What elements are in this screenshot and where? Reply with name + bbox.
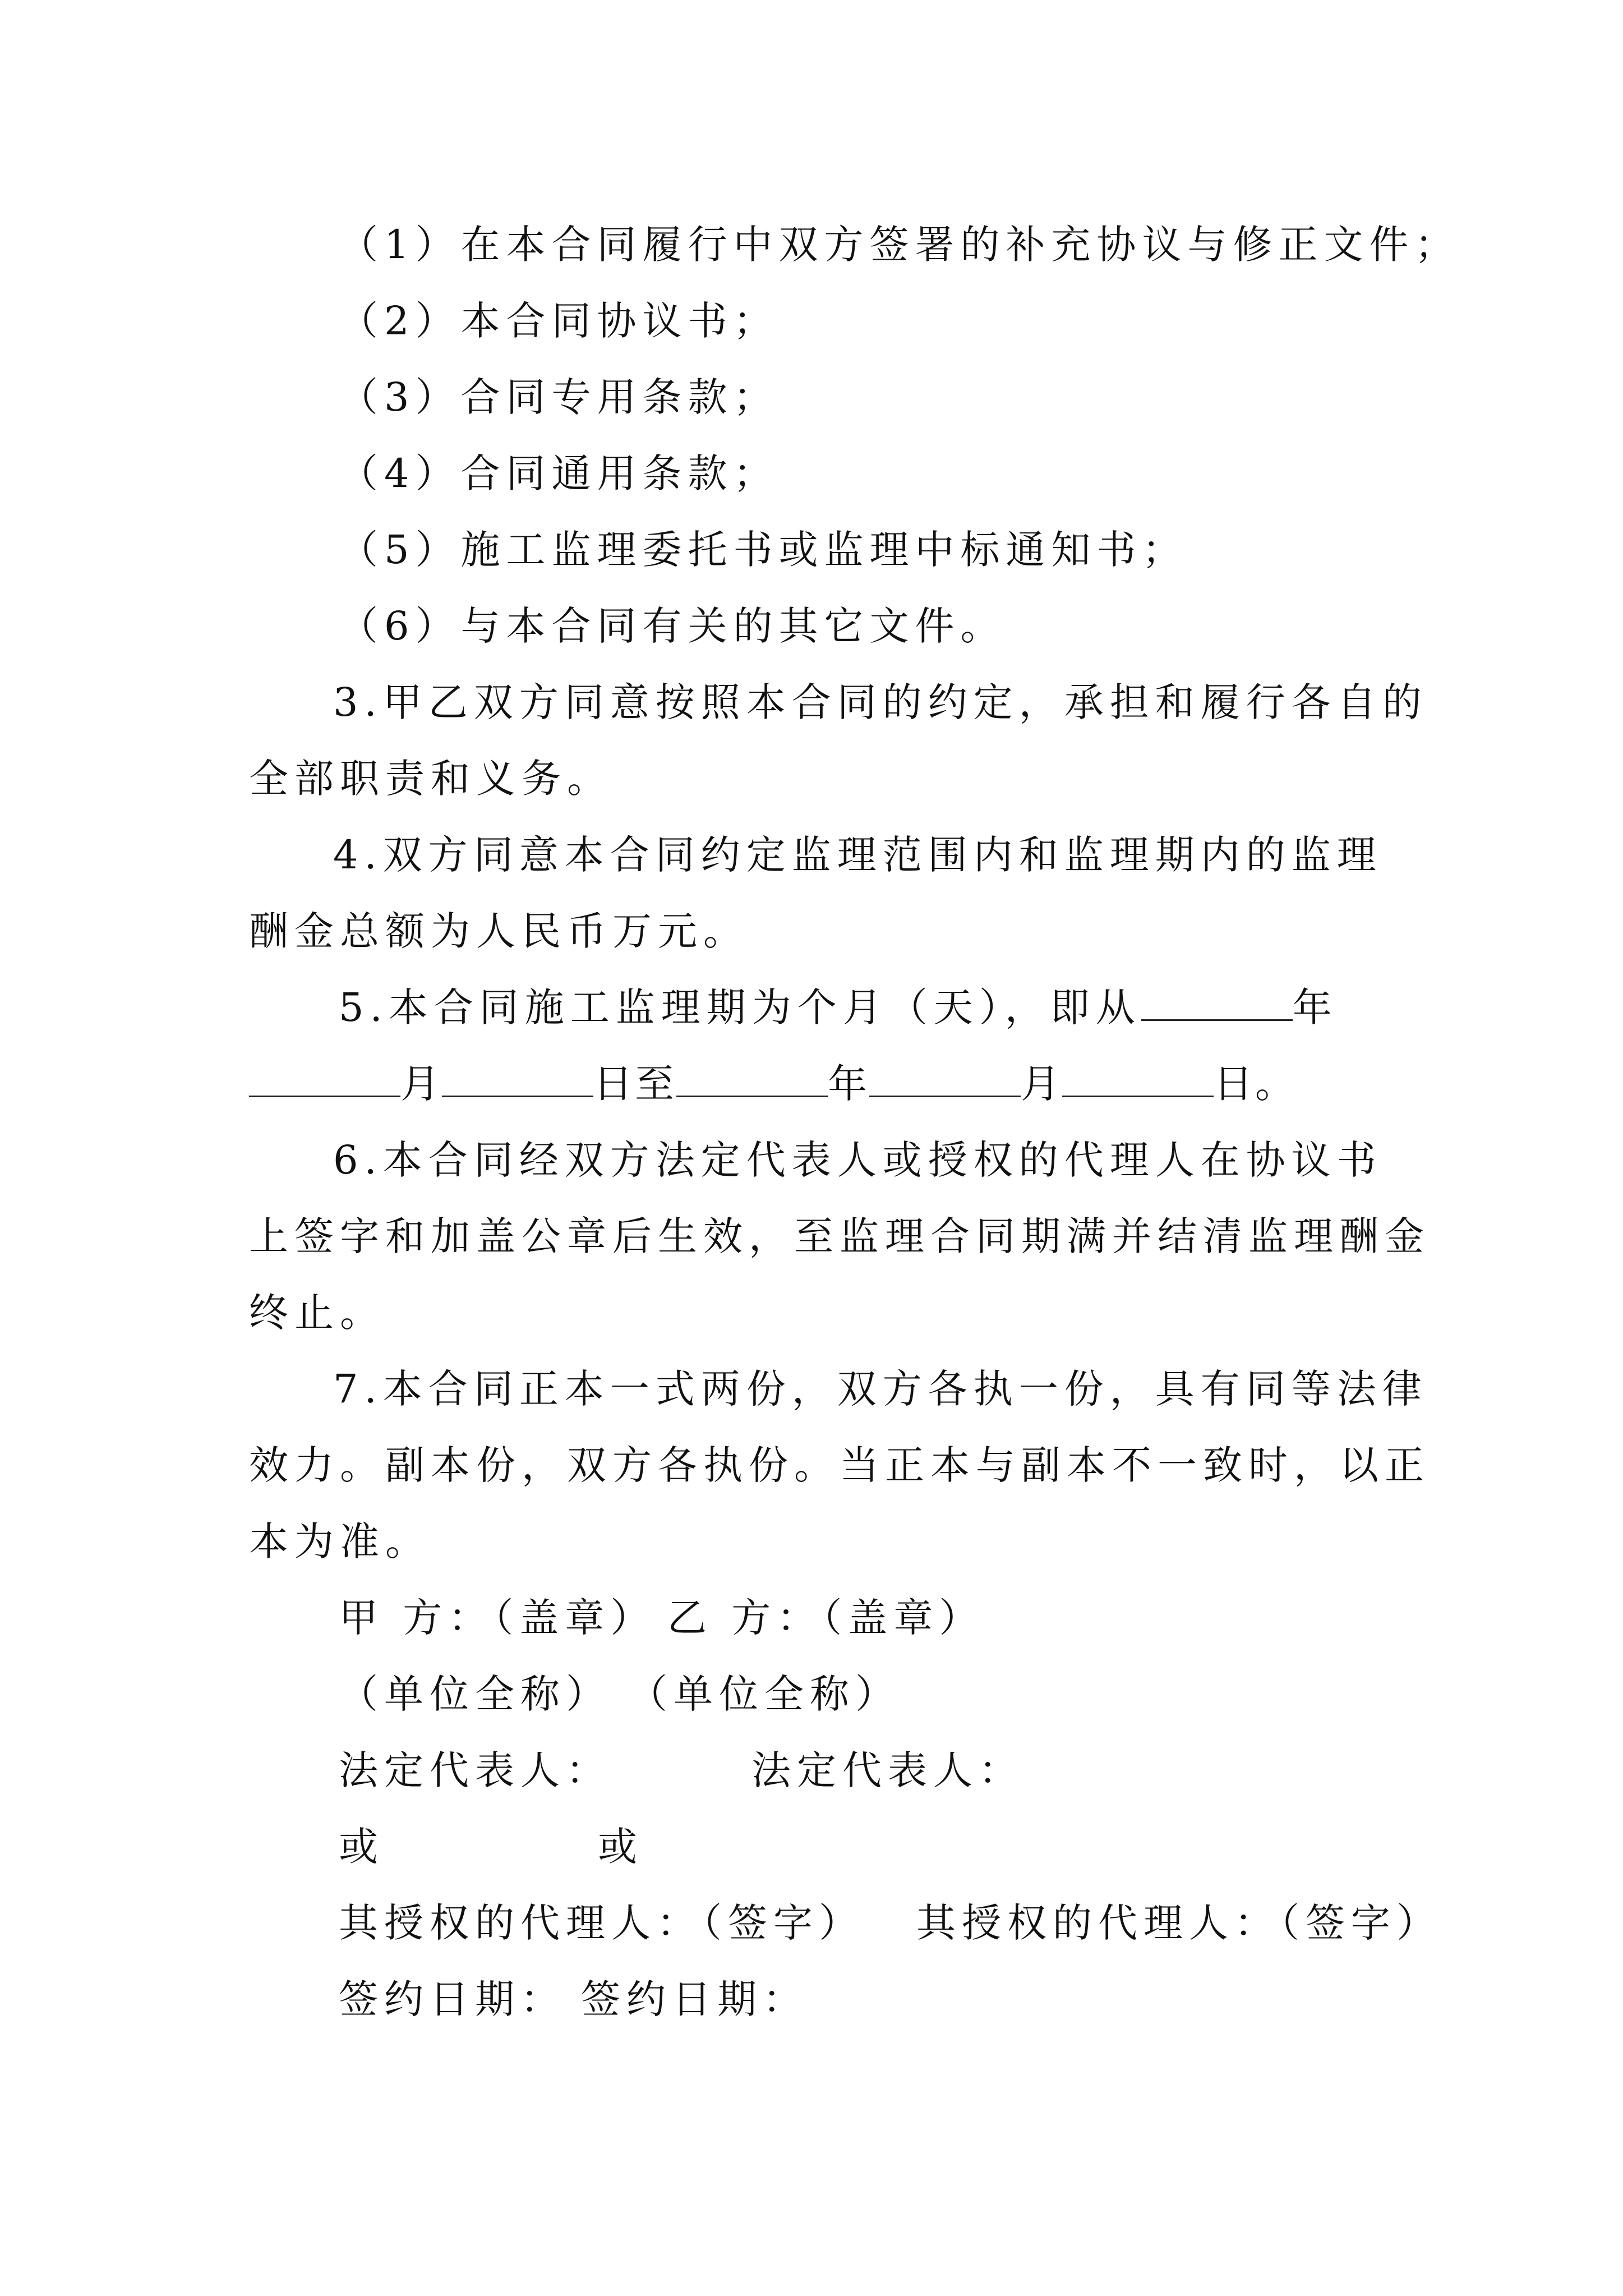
clause-7-line-2: 效力。副本份，双方各执份。当正本与副本不一致时，以正 — [249, 1442, 1430, 1488]
clause-6-line-2: 上签字和加盖公章后生效，至监理合同期满并结清监理酬金 — [249, 1213, 1430, 1259]
clause-5-line-1 — [339, 979, 1338, 1036]
list-item: （2）本合同协议书； — [339, 298, 779, 344]
party-a-or: 或 — [339, 1824, 384, 1870]
party-b-representative: 法定代表人： — [751, 1747, 1024, 1793]
party-a-agent: 其授权的代理人：（签字） — [339, 1900, 864, 1946]
clause-3-line-2: 全部职责和义务。 — [249, 756, 612, 802]
party-b-or: 或 — [598, 1824, 643, 1870]
list-item: （4）合同通用条款； — [339, 450, 779, 496]
clause-4-line-2: 酬金总额为人民币万元。 — [249, 908, 749, 954]
party-a-sign-date: 签约日期： — [339, 1976, 566, 2022]
clause-7-line-1: 7.本合同正本一式两份，双方各执一份，具有同等法律 — [333, 1366, 1428, 1412]
list-item: （6）与本合同有关的其它文件。 — [339, 603, 1006, 649]
end-year-blank — [676, 1061, 828, 1097]
end-year-label: 年 — [828, 1061, 869, 1107]
party-b-sign-date: 签约日期： — [581, 1976, 808, 2022]
party-b-seal: 乙 方：（盖章） — [667, 1595, 985, 1641]
clause-6-line-3: 终止。 — [249, 1290, 385, 1336]
clause-7-line-3: 本为准。 — [249, 1519, 431, 1565]
party-a-representative: 法定代表人： — [339, 1747, 611, 1793]
list-item: （3）合同专用条款； — [339, 374, 779, 420]
clause-3-line-1: 3.甲乙双方同意按照本合同的约定，承担和履行各自的 — [333, 679, 1428, 725]
end-day-blank — [1062, 1061, 1214, 1097]
party-a-seal: 甲 方：（盖章） — [339, 1595, 656, 1641]
clause-5-line-2 — [249, 1056, 1297, 1112]
list-item: （1）在本合同履行中双方签署的补充协议与修正文件； — [339, 222, 1460, 268]
end-month-blank — [869, 1061, 1021, 1097]
month-label: 月 — [400, 1061, 442, 1107]
clause-5-text: 5.本合同施工监理期为个月（天），即从 — [339, 984, 1141, 1030]
list-item: （5）施工监理委托书或监理中标通知书； — [339, 527, 1188, 573]
day-blank — [442, 1061, 593, 1097]
party-b-unit: （单位全称） — [628, 1671, 901, 1717]
end-day-label: 日。 — [1214, 1061, 1297, 1107]
party-b-agent: 其授权的代理人：（签字） — [916, 1900, 1442, 1946]
clause-6-line-1: 6.本合同经双方法定代表人或授权的代理人在协议书 — [333, 1137, 1382, 1183]
party-a-unit: （单位全称） — [339, 1671, 611, 1717]
year-label: 年 — [1292, 984, 1338, 1030]
end-month-label: 月 — [1021, 1061, 1062, 1107]
clause-4-line-1: 4.双方同意本合同约定监理范围内和监理期内的监理 — [333, 832, 1382, 878]
year-blank — [1141, 984, 1293, 1021]
day-to-label: 日至 — [593, 1061, 676, 1107]
month-blank — [249, 1061, 400, 1097]
